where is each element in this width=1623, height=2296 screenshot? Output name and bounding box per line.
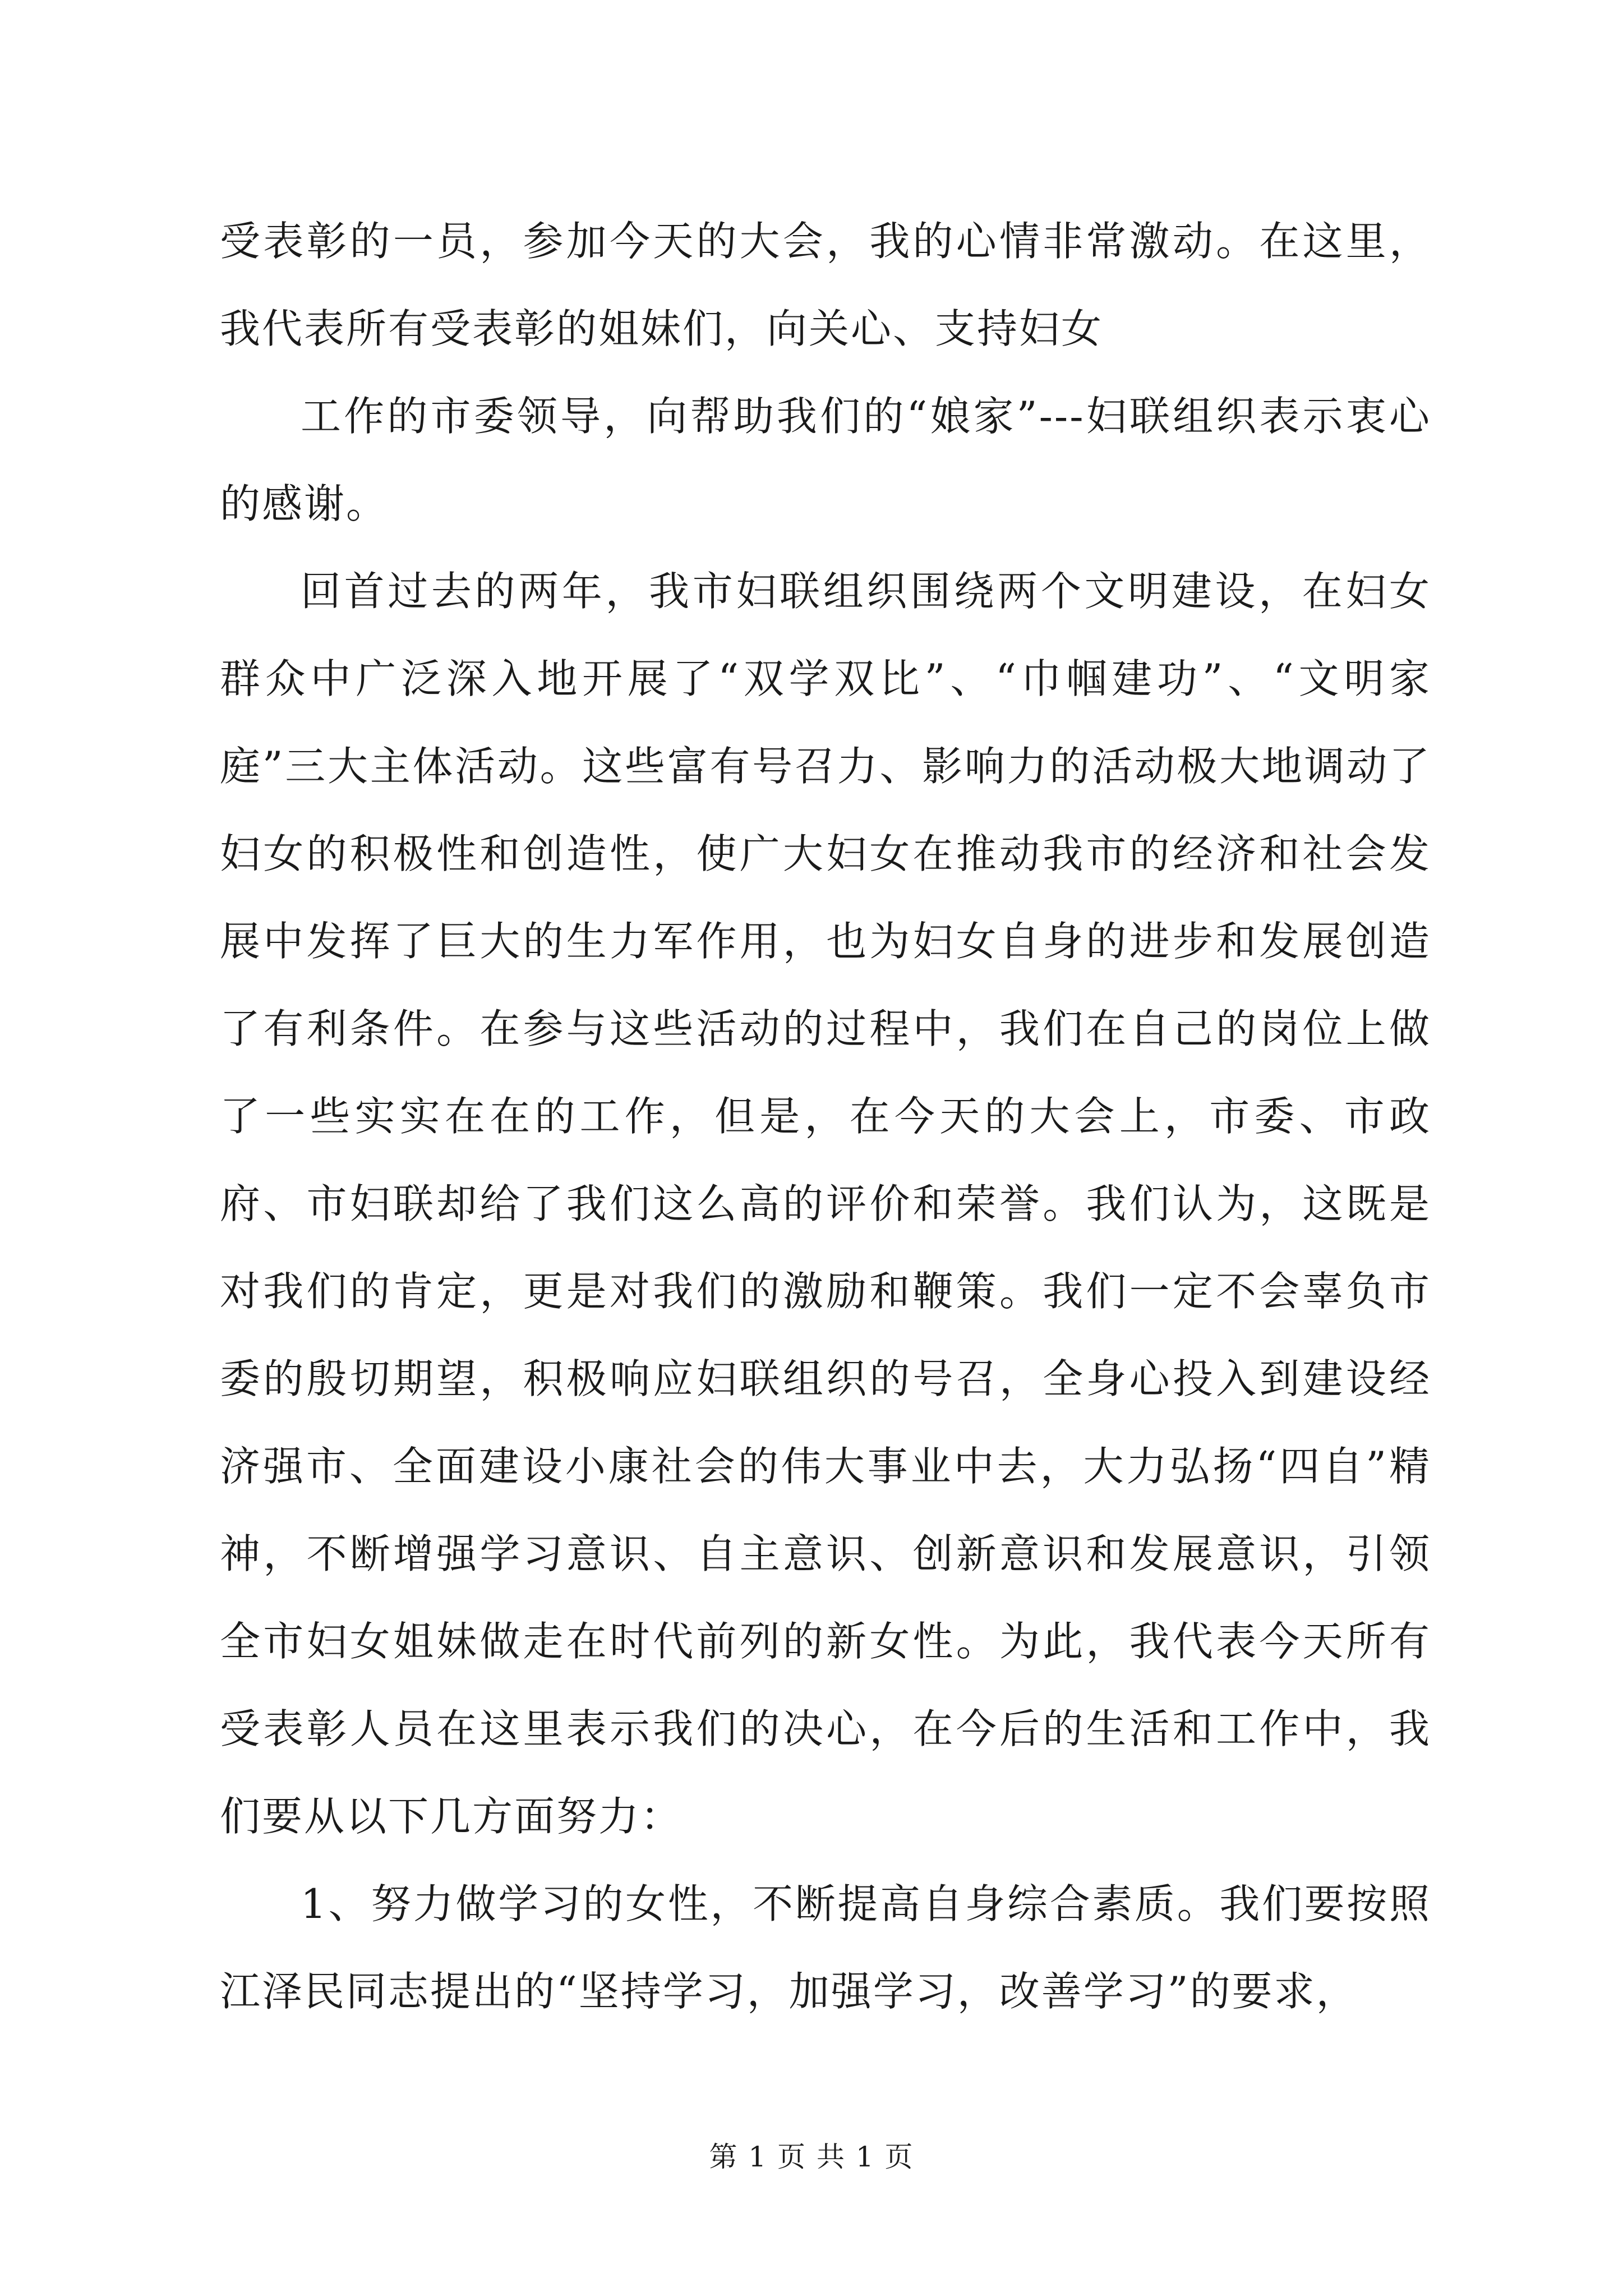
page-number-footer: 第 1 页 共 1 页	[709, 2141, 914, 2173]
paragraph-3: 回首过去的两年，我市妇联组织围绕两个文明建设，在妇女群众中广泛深入地开展了“双学双比”、“巾帼建功”、“文明家庭”三大主体活动。这些富有号召力、影响力的活动极大地调动了妇女的积极性和创造性，使广大妇女在推动我市的经济和社会发展中发挥了巨大的生力军作用，也为妇女自身的进步和发展创造了有利条件。在参与这些活动的过程中，我们在自己的岗位上做了一些实实在在的工作，但是，在今天的大会上，市委、市政府、市妇联却给了我们这么高的评价和荣誉。我们认为，这既是对我们的肯定，更是对我们的激励和鞭策。我们一定不会辜负市委的殷切期望，积极响应妇联组织的号召，全身心投入到建设经济强市、全面建设小康社会的伟大事业中去，大力弘扬“四自”精神，不断增强学习意识、自主意识、创新意识和发展意识，引领全市妇女姐妹做走在时代前列的新女性。为此，我代表今天所有受表彰人员在这里表示我们的决心，在今后的生活和工作中，我们要从以下几方面努力：	[220, 568, 1431, 1840]
paragraph-4: 1、努力做学习的女性，不断提高自身综合素质。我们要按照江泽民同志提出的“坚持学习，加强学习，改善学习”的要求，	[220, 1880, 1431, 2015]
paragraph-2: 工作的市委领导，向帮助我们的“娘家”---妇联组织表示衷心的感谢。	[220, 393, 1431, 527]
document-body	[220, 197, 1431, 2035]
paragraph-1: 受表彰的一员，参加今天的大会，我的心情非常激动。在这里，我代表所有受表彰的姐妹们，向关心、支持妇女	[220, 218, 1431, 352]
